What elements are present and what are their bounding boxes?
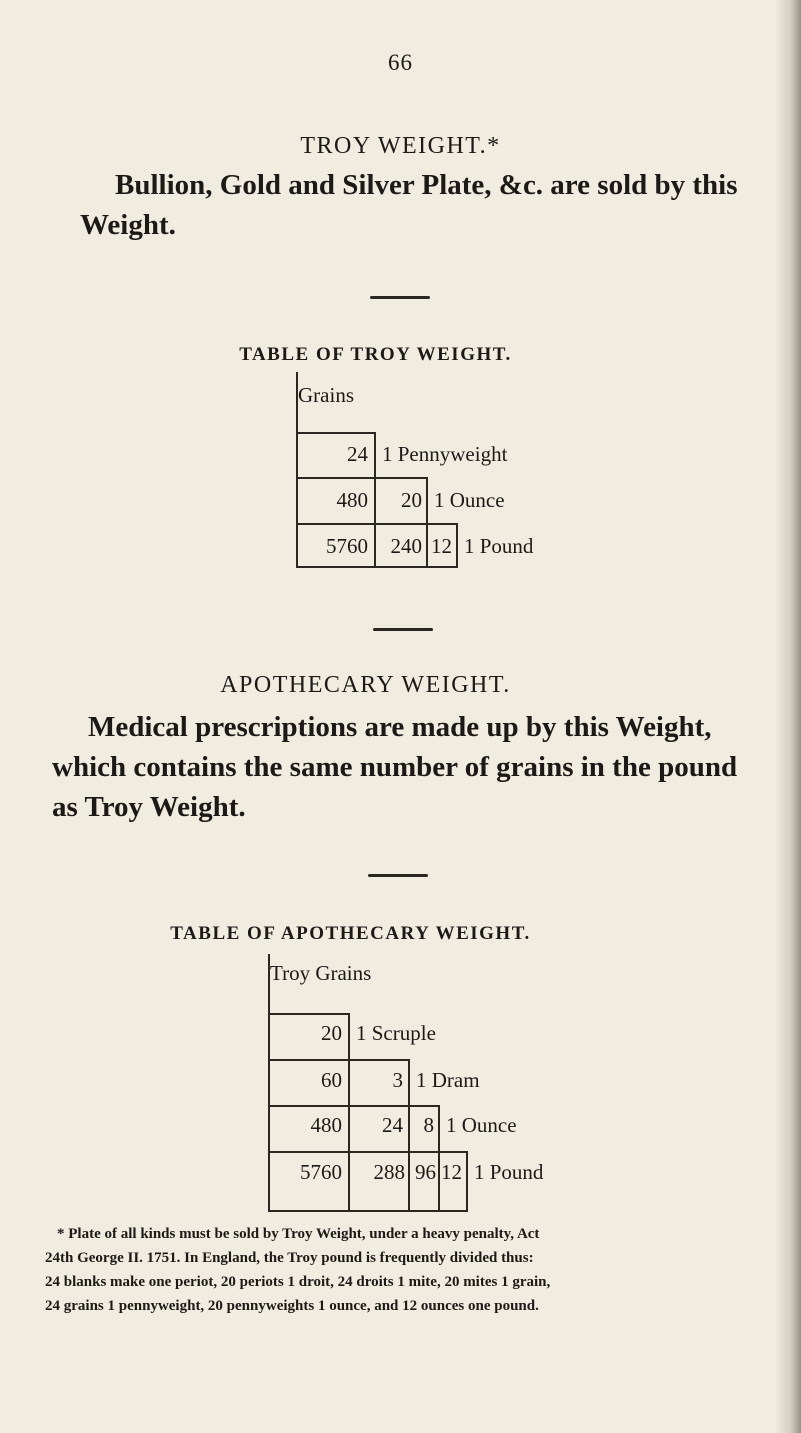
troy-row3-pennyweights: 240 <box>390 534 422 558</box>
apothecary-row3-label: 1 Ounce <box>446 1113 517 1137</box>
page-edge-shadow <box>775 0 801 1433</box>
troy-row2-label: 1 Ounce <box>434 488 505 512</box>
apothecary-row2-label: 1 Dram <box>416 1068 480 1092</box>
table-column-divider <box>456 523 458 568</box>
apothecary-intro-line-3: as Troy Weight. <box>52 791 246 823</box>
apothecary-row4-label: 1 Pound <box>474 1160 544 1184</box>
table-rule <box>408 1105 438 1107</box>
troy-row2-pennyweights: 20 <box>401 488 422 512</box>
table-bottom-rule <box>298 566 458 568</box>
table-rule <box>374 523 426 525</box>
troy-row3-ounces: 12 <box>431 534 452 558</box>
apothecary-row4-grains: 5760 <box>300 1160 342 1184</box>
troy-row3-label: 1 Pound <box>464 534 534 558</box>
table-rule <box>270 1059 348 1061</box>
apothecary-row3-grains: 480 <box>310 1113 342 1137</box>
footnote-line-4: 24 grains 1 pennyweight, 20 pennyweights 1 ounce, and 12 ounces one pound. <box>45 1298 539 1314</box>
table-rule <box>348 1105 408 1107</box>
table-rule <box>298 477 374 479</box>
table-rule <box>426 523 456 525</box>
apothecary-row2-grains: 60 <box>321 1068 342 1092</box>
apothecary-row1-label: 1 Scruple <box>356 1021 436 1045</box>
troy-table-title: TABLE OF TROY WEIGHT. <box>239 344 512 365</box>
section-rule <box>370 296 430 299</box>
apothecary-row4-scruples: 288 <box>373 1160 405 1184</box>
table-column-divider <box>438 1105 440 1212</box>
table-rule <box>298 523 374 525</box>
troy-intro-line-2: Weight. <box>80 209 176 241</box>
footnote-line-2: 24th George II. 1751. In England, the Troy pound is frequently divided thus: <box>45 1250 534 1266</box>
section-rule <box>373 628 433 631</box>
section-rule <box>368 874 428 877</box>
footnote <box>45 1222 785 1318</box>
table-rule <box>270 1105 348 1107</box>
table-rule <box>348 1059 408 1061</box>
apothecary-row3-scruples: 24 <box>382 1113 403 1137</box>
troy-intro-line-1: Bullion, Gold and Silver Plate, &c. are sold by this <box>115 169 738 201</box>
troy-row1-label: 1 Pennyweight <box>382 442 508 466</box>
page-number: 66 <box>388 50 413 75</box>
apothecary-intro-line-1: Medical prescriptions are made up by this Weight, <box>88 711 712 743</box>
table-rule <box>348 1151 408 1153</box>
troy-table-header: Grains <box>298 383 354 407</box>
troy-row3-grains: 5760 <box>326 534 368 558</box>
apothecary-table-title: TABLE OF APOTHECARY WEIGHT. <box>170 923 531 944</box>
apothecary-row1-grains: 20 <box>321 1021 342 1045</box>
apothecary-intro-line-2: which contains the same number of grains in the pound <box>52 751 738 783</box>
table-rule <box>270 1013 348 1015</box>
table-rule <box>374 477 426 479</box>
table-rule <box>270 1151 348 1153</box>
apothecary-table-header: Troy Grains <box>270 961 372 985</box>
troy-row1-grains: 24 <box>347 442 368 466</box>
apothecary-weight-heading: APOTHECARY WEIGHT. <box>220 672 511 698</box>
apothecary-row3-drams: 8 <box>423 1113 434 1137</box>
table-rule <box>438 1151 466 1153</box>
apothecary-row4-drams: 96 <box>415 1160 436 1184</box>
table-bottom-rule <box>270 1210 468 1212</box>
apothecary-row2-scruples: 3 <box>392 1068 403 1092</box>
apothecary-row4-ounces: 12 <box>441 1160 462 1184</box>
footnote-line-1: * Plate of all kinds must be sold by Troy Weight, under a heavy penalty, Act <box>57 1226 540 1242</box>
table-rule <box>408 1151 438 1153</box>
troy-row2-grains: 480 <box>336 488 368 512</box>
footnote-line-3: 24 blanks make one periot, 20 periots 1 droit, 24 droits 1 mite, 20 mites 1 grain, <box>45 1274 551 1290</box>
troy-weight-heading: TROY WEIGHT.* <box>300 133 501 159</box>
table-rule <box>298 432 374 434</box>
table-column-divider <box>466 1151 468 1212</box>
